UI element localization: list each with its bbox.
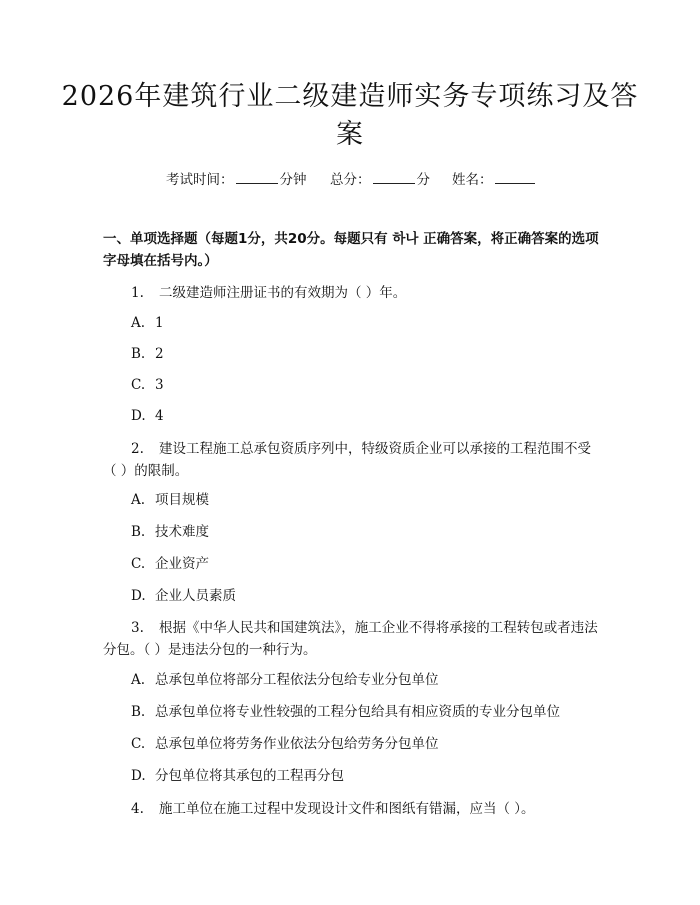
name-blank	[495, 171, 535, 184]
time-unit: 分钟	[279, 172, 307, 188]
question-text: 二级建造师注册证书的有效期为（ ）年。	[159, 285, 407, 301]
question-number: 1.	[131, 285, 144, 301]
option-letter: B.	[131, 524, 146, 540]
option-letter: C.	[131, 377, 146, 393]
page-title: 2026年建筑行业二级建造师实务专项练习及答案	[61, 81, 639, 150]
option-text: 技术难度	[155, 524, 209, 540]
option-text: 2	[155, 346, 164, 362]
option-text: 分包单位将其承包的工程再分包	[155, 768, 344, 784]
option-c	[131, 375, 164, 395]
option-b	[131, 522, 209, 542]
option-text: 1	[155, 315, 164, 331]
name-field	[452, 168, 537, 188]
question-text: 根据《中华人民共和国建筑法》，施工企业不得将承接的工程转包或者违法分包。（ ）是违法分包的一种行为。	[103, 620, 598, 658]
question-number: 4.	[131, 801, 144, 817]
option-text: 企业人员素质	[155, 588, 236, 604]
option-d	[131, 406, 164, 426]
option-text: 总承包单位将劳务作业依法分包给劳务分包单位	[155, 736, 439, 752]
option-letter: A.	[131, 315, 146, 331]
score-unit: 分	[416, 172, 430, 188]
option-text: 总承包单位将部分工程依法分包给专业分包单位	[155, 672, 439, 688]
score-label: 总分：	[330, 172, 371, 188]
option-c	[131, 554, 209, 574]
option-letter: A.	[131, 672, 146, 688]
option-text: 4	[155, 408, 164, 424]
time-label: 考试时间：	[166, 172, 234, 188]
option-letter: A.	[131, 492, 146, 508]
option-letter: D.	[131, 768, 146, 784]
question-text: 建设工程施工总承包资质序列中，特级资质企业可以承接的工程范围不受（ ）的限制。	[103, 441, 591, 479]
option-b	[131, 344, 164, 364]
option-letter: D.	[131, 408, 146, 424]
option-letter: B.	[131, 704, 146, 720]
option-text: 项目规模	[155, 492, 209, 508]
option-text: 总承包单位将专业性较强的工程分包给具有相应资质的专业分包单位	[155, 704, 560, 720]
option-text: 3	[155, 377, 164, 393]
option-a	[131, 490, 209, 510]
option-letter: B.	[131, 346, 146, 362]
option-d	[131, 766, 344, 786]
time-blank	[236, 171, 278, 184]
option-text: 企业资产	[155, 556, 209, 572]
question-2	[103, 438, 603, 482]
question-4	[103, 798, 603, 820]
section-heading: 一、单项选择题（每题1分，共20分。每题只有 하나 正确答案，将正确答案的选项字母填在括号内。）	[103, 231, 599, 269]
option-a	[131, 670, 439, 690]
option-b	[131, 702, 560, 722]
question-text: 施工单位在施工过程中发现设计文件和图纸有错漏，应当（ ）。	[159, 801, 535, 817]
time-field	[166, 168, 307, 188]
option-a	[131, 313, 164, 333]
question-3	[103, 617, 603, 661]
name-label: 姓名：	[452, 172, 493, 188]
option-c	[131, 734, 439, 754]
option-letter: D.	[131, 588, 146, 604]
score-blank	[373, 171, 415, 184]
option-d	[131, 586, 236, 606]
question-1	[103, 282, 603, 304]
score-field	[330, 168, 430, 188]
option-letter: C.	[131, 736, 146, 752]
question-number: 2.	[131, 441, 144, 457]
option-letter: C.	[131, 556, 146, 572]
question-number: 3.	[131, 620, 144, 636]
